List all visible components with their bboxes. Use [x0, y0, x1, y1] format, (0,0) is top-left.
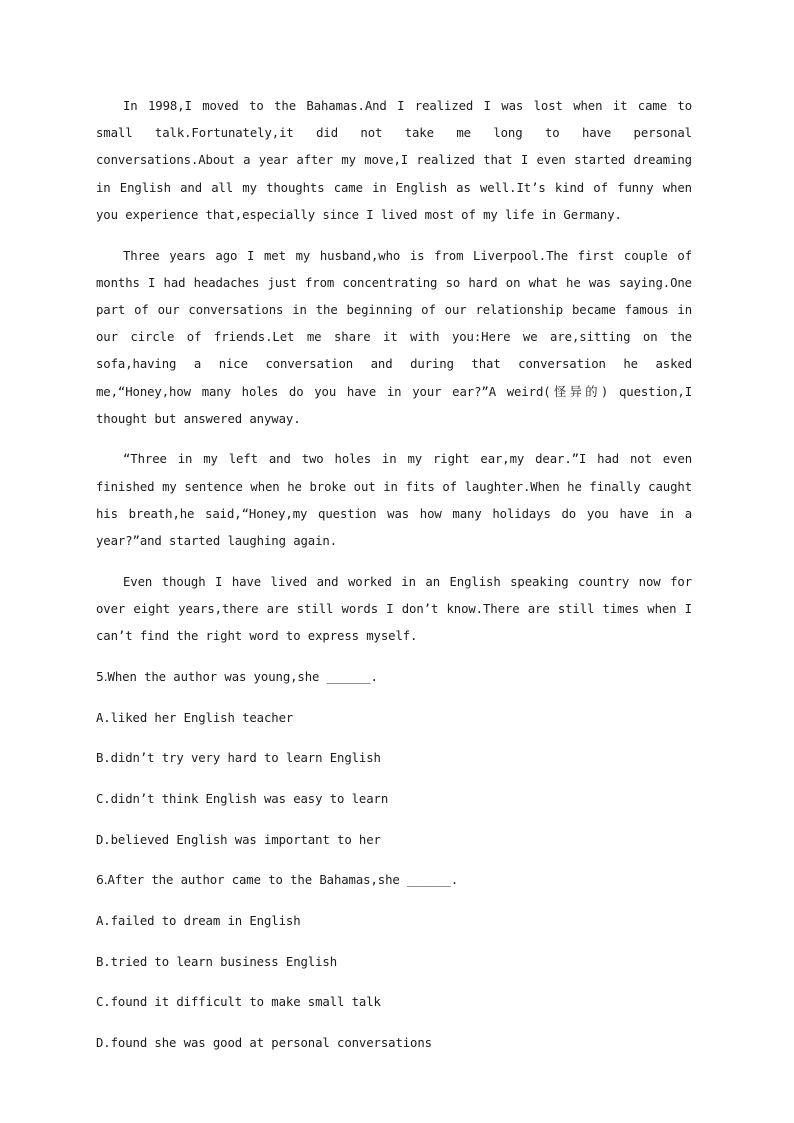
passage-paragraph-3: “Three in my left and two holes in my right ear,my dear.”I had not even finished my sentence when he broke out in fits of laughter.When he finally caught his breath,he said,“Honey,my question was how many holidays do you have in a year?”and started laughing again.: [96, 452, 692, 549]
question-5-number: 5.: [96, 669, 108, 684]
question-5-option-d: D.believed English was important to her: [96, 832, 381, 847]
passage-paragraph-4: Even though I have lived and worked in an English speaking country now for over eight years,there are still words I don’t know.There are still times when I can’t find the right word to express myself.: [96, 574, 692, 644]
question-6-option-a: A.failed to dream in English: [96, 914, 301, 929]
question-6: [96, 867, 692, 894]
question-6-stem: After the author came to the Bahamas,she ______.: [107, 873, 459, 888]
question-5-option-a: A.liked her English teacher: [96, 710, 294, 725]
passage-paragraph-1: In 1998,I moved to the Bahamas.And I realized I was lost when it came to small talk.Fortunately,it did not take me long to have personal conversations.About a year after my move,I realized that I even started dreaming in English and all my thoughts came in English as well.It’s kind of funny when you experience that,especially since I lived most of my life in Germany.: [96, 99, 692, 222]
question-6-option-c: C.found it difficult to make small talk: [96, 995, 381, 1010]
question-6-number: 6.: [96, 873, 108, 888]
question-5-option-c: C.didn’t think English was easy to learn: [96, 791, 389, 806]
question-6-option-b: B.tried to learn business English: [96, 954, 338, 969]
question-5: [96, 664, 692, 691]
document-content: [96, 93, 692, 1071]
question-5-option-b: B.didn’t try very hard to learn English: [96, 751, 381, 766]
passage-paragraph-2: Three years ago I met my husband,who is from Liverpool.The first couple of months I had headaches just from concentrating so hard on what he was saying.One part of our conversations in the beginning of our relationship became famous in our circle of friends.Let me share it with you:Here we are,sitting on the sofa,having a nice conversation and during that conversation he asked me,“Honey,how many holes do you have in your ear?”A weird(怪异的) question,I thought but answered anyway.: [96, 248, 692, 426]
question-5-stem: When the author was young,she ______.: [107, 669, 378, 684]
question-6-option-d: D.found she was good at personal conversations: [96, 1036, 432, 1051]
